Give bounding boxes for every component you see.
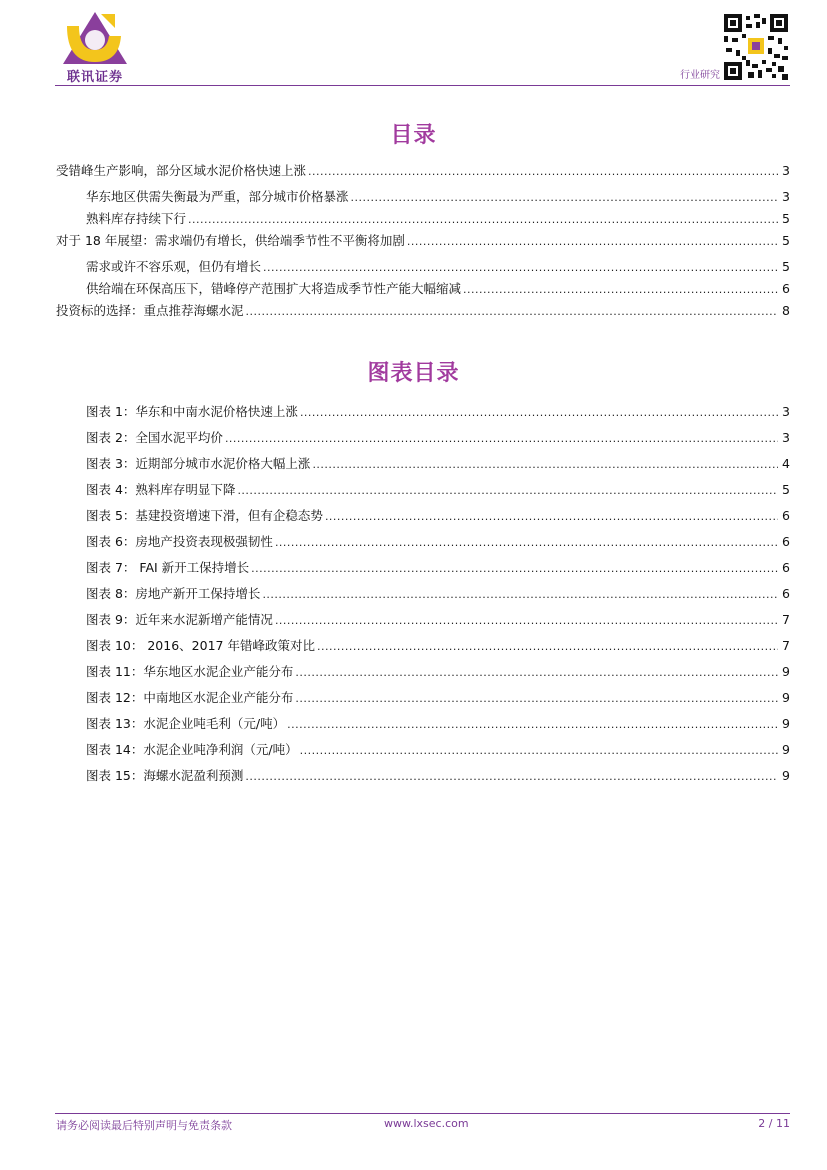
figure-entry-label: 图表 6：房地产投资表现极强韧性 [86, 534, 273, 549]
logo-emblem-icon [61, 10, 129, 66]
figure-entry-page: 9 [782, 768, 790, 783]
leader-dots [275, 613, 778, 629]
figure-entry-label: 图表 13：水泥企业吨毛利（元/吨） [86, 716, 286, 731]
toc-entry[interactable] [86, 211, 790, 228]
toc-entry[interactable] [86, 189, 790, 206]
leader-dots [246, 304, 778, 320]
leader-dots [308, 164, 778, 180]
figure-entry[interactable] [86, 456, 790, 473]
leader-dots [237, 483, 778, 499]
figure-entry-label: 图表 11：华东地区水泥企业产能分布 [86, 664, 294, 679]
toc-entry-label: 对于 18 年展望：需求端仍有增长，供给端季节性不平衡将加剧 [56, 233, 405, 248]
section-tag: 行业研究 [680, 70, 720, 81]
figure-entry-label: 图表 14：水泥企业吨净利润（元/吨） [86, 742, 298, 757]
toc-entry-label: 华东地区供需失衡最为严重，部分城市价格暴涨 [86, 189, 349, 204]
leader-dots [463, 282, 778, 298]
leader-dots [295, 665, 778, 681]
page-indicator: 2 / 11 [758, 1117, 790, 1130]
figure-entry-label: 图表 4：熟料库存明显下降 [86, 482, 236, 497]
toc-entry[interactable] [56, 233, 790, 250]
leader-dots [407, 234, 778, 250]
toc-entry[interactable] [86, 281, 790, 298]
leader-dots [263, 260, 778, 276]
figure-entry-label: 图表 3：近期部分城市水泥价格大幅上涨 [86, 456, 311, 471]
figure-entry[interactable] [86, 560, 790, 577]
leader-dots [251, 561, 778, 577]
leader-dots [287, 717, 778, 733]
figure-entry-page: 9 [782, 716, 790, 731]
toc-entry-page: 5 [782, 211, 790, 226]
figure-entry-label: 图表 15：海螺水泥盈利预测 [86, 768, 244, 783]
leader-dots [188, 212, 778, 228]
toc-entry-page: 3 [782, 163, 790, 178]
leader-dots [300, 405, 778, 421]
figure-entry[interactable] [86, 430, 790, 447]
figure-entry-label: 图表 1：华东和中南水泥价格快速上涨 [86, 404, 298, 419]
figure-entry[interactable] [86, 404, 790, 421]
figure-entry[interactable] [86, 716, 790, 733]
qr-code-icon [724, 14, 788, 80]
footer-disclaimer: 请务必阅读最后特别声明与免责条款 [56, 1119, 232, 1132]
toc-title: 目录 [390, 123, 437, 148]
toc-entry-label: 需求或许不容乐观，但仍有增长 [86, 259, 262, 274]
figure-entry[interactable] [86, 482, 790, 499]
figure-entry[interactable] [86, 638, 790, 655]
leader-dots [351, 190, 778, 206]
figure-entry[interactable] [86, 768, 790, 785]
leader-dots [245, 769, 778, 785]
figure-entry-page: 6 [782, 560, 790, 575]
figures-title: 图表目录 [367, 361, 460, 386]
header-divider [55, 85, 790, 86]
toc-entry-label: 供给端在环保高压下，错峰停产范围扩大将造成季节性产能大幅缩减 [86, 281, 462, 296]
figure-entry-label: 图表 5：基建投资增速下滑，但有企稳态势 [86, 508, 323, 523]
toc-entry-label: 熟料库存持续下行 [86, 211, 187, 226]
footer-divider [55, 1113, 790, 1114]
figure-entry-page: 7 [782, 638, 790, 653]
figure-entry-page: 5 [782, 482, 790, 497]
toc-entry-label: 受错峰生产影响，部分区域水泥价格快速上涨 [56, 163, 307, 178]
figure-entry[interactable] [86, 742, 790, 759]
leader-dots [275, 535, 778, 551]
figure-entry-label: 图表 2：全国水泥平均价 [86, 430, 223, 445]
figure-entry-label: 图表 10： 2016、2017 年错峰政策对比 [86, 638, 315, 653]
toc-entry-page: 8 [782, 303, 790, 318]
figure-entry-page: 6 [782, 586, 790, 601]
toc-entry-page: 5 [782, 259, 790, 274]
figure-entry[interactable] [86, 664, 790, 681]
figure-entry-label: 图表 7： FAI 新开工保持增长 [86, 560, 250, 575]
toc-entry-label: 投资标的选择：重点推荐海螺水泥 [56, 303, 244, 318]
figure-entry-label: 图表 9：近年来水泥新增产能情况 [86, 612, 273, 627]
figure-entry[interactable] [86, 612, 790, 629]
figure-entry-page: 7 [782, 612, 790, 627]
toc-entry-page: 6 [782, 281, 790, 296]
leader-dots [300, 743, 778, 759]
leader-dots [312, 457, 778, 473]
company-logo [55, 10, 135, 85]
leader-dots [225, 431, 778, 447]
figure-entry-page: 3 [782, 430, 790, 445]
figure-entry-label: 图表 8：房地产新开工保持增长 [86, 586, 261, 601]
toc-entry-page: 5 [782, 233, 790, 248]
figure-entry-page: 6 [782, 508, 790, 523]
leader-dots [317, 639, 778, 655]
toc-entry[interactable] [86, 259, 790, 276]
figure-entry[interactable] [86, 534, 790, 551]
figure-entry-page: 6 [782, 534, 790, 549]
leader-dots [295, 691, 778, 707]
footer-website[interactable]: www.lxsec.com [384, 1117, 469, 1130]
figure-entry-page: 9 [782, 742, 790, 757]
brand-name: 联讯证券 [66, 70, 123, 85]
figure-entry-page: 9 [782, 664, 790, 679]
toc-entry[interactable] [56, 163, 790, 180]
figure-entry-page: 4 [782, 456, 790, 471]
figure-entry[interactable] [86, 586, 790, 603]
figure-entry-label: 图表 12：中南地区水泥企业产能分布 [86, 690, 294, 705]
toc-entry-page: 3 [782, 189, 790, 204]
figure-entry[interactable] [86, 508, 790, 525]
figure-entry-page: 9 [782, 690, 790, 705]
leader-dots [262, 587, 778, 603]
toc-entry[interactable] [56, 303, 790, 320]
figure-entry[interactable] [86, 690, 790, 707]
figure-entry-page: 3 [782, 404, 790, 419]
leader-dots [325, 509, 778, 525]
